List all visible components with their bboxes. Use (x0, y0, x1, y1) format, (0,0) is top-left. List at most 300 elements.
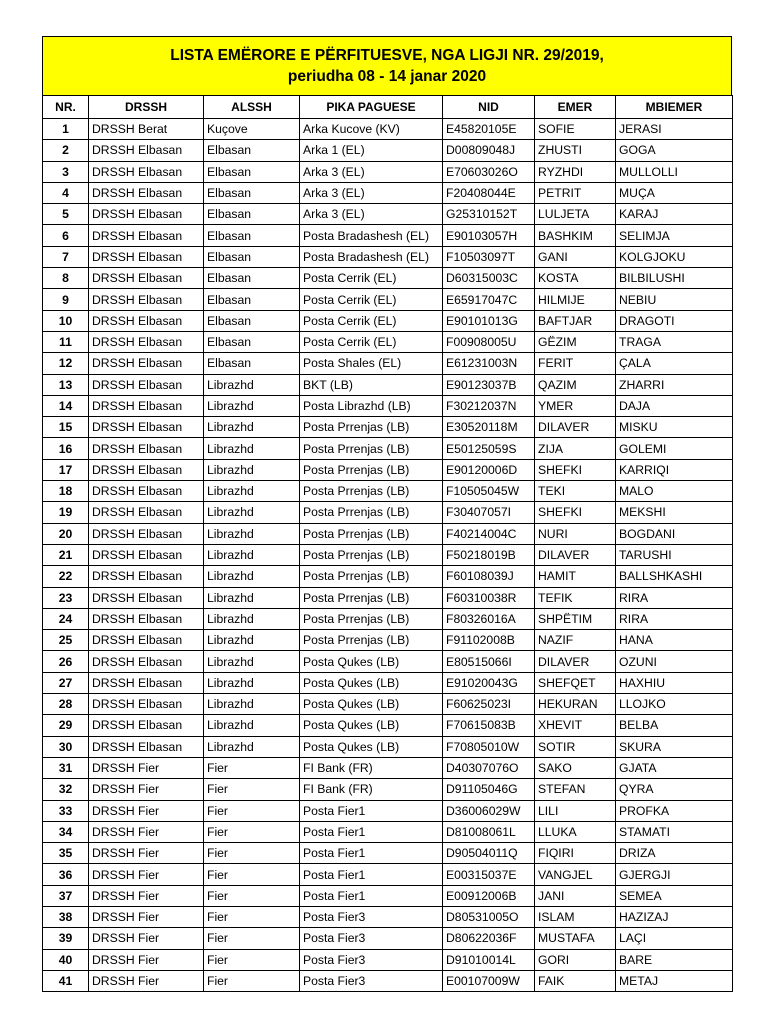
cell-pika-paguese: Posta Prrenjas (LB) (300, 608, 443, 629)
cell-nid: E91020043G (443, 672, 535, 693)
cell-nr: 6 (43, 225, 89, 246)
cell-mbiemer: BILBILUSHI (616, 268, 733, 289)
cell-nid: D91105046G (443, 779, 535, 800)
cell-nid: F70805010W (443, 736, 535, 757)
cell-nid: D81008061L (443, 821, 535, 842)
cell-pika-paguese: Posta Cerrik (EL) (300, 310, 443, 331)
cell-emer: ZHUSTI (535, 140, 616, 161)
cell-mbiemer: DRAGOTI (616, 310, 733, 331)
cell-alssh: Librazhd (204, 608, 300, 629)
cell-alssh: Elbasan (204, 204, 300, 225)
cell-mbiemer: OZUNI (616, 651, 733, 672)
cell-emer: BAFTJAR (535, 310, 616, 331)
cell-mbiemer: GOLEMI (616, 438, 733, 459)
cell-emer: SOFIE (535, 119, 616, 140)
cell-emer: QAZIM (535, 374, 616, 395)
cell-nr: 5 (43, 204, 89, 225)
cell-drssh: DRSSH Elbasan (89, 161, 204, 182)
cell-drssh: DRSSH Elbasan (89, 289, 204, 310)
cell-drssh: DRSSH Fier (89, 800, 204, 821)
cell-emer: GËZIM (535, 331, 616, 352)
cell-alssh: Fier (204, 843, 300, 864)
table-row (43, 417, 733, 438)
table-row (43, 182, 733, 203)
table-row (43, 459, 733, 480)
cell-alssh: Librazhd (204, 672, 300, 693)
cell-mbiemer: GJATA (616, 757, 733, 778)
cell-nid: D36006029W (443, 800, 535, 821)
table-row (43, 161, 733, 182)
cell-drssh: DRSSH Elbasan (89, 310, 204, 331)
cell-mbiemer: NEBIU (616, 289, 733, 310)
cell-drssh: DRSSH Fier (89, 970, 204, 991)
cell-emer: PETRIT (535, 182, 616, 203)
cell-emer: STEFAN (535, 779, 616, 800)
cell-emer: KOSTA (535, 268, 616, 289)
cell-emer: YMER (535, 395, 616, 416)
table-row (43, 843, 733, 864)
cell-mbiemer: HAXHIU (616, 672, 733, 693)
cell-pika-paguese: Posta Cerrik (EL) (300, 331, 443, 352)
cell-drssh: DRSSH Elbasan (89, 225, 204, 246)
cell-nr: 36 (43, 864, 89, 885)
cell-alssh: Librazhd (204, 438, 300, 459)
cell-emer: LLUKA (535, 821, 616, 842)
cell-nid: E90120006D (443, 459, 535, 480)
cell-alssh: Librazhd (204, 417, 300, 438)
cell-pika-paguese: FI Bank (FR) (300, 757, 443, 778)
cell-drssh: DRSSH Elbasan (89, 672, 204, 693)
cell-pika-paguese: Posta Prrenjas (LB) (300, 417, 443, 438)
cell-alssh: Fier (204, 821, 300, 842)
cell-nr: 31 (43, 757, 89, 778)
table-row (43, 928, 733, 949)
cell-alssh: Fier (204, 864, 300, 885)
cell-nr: 27 (43, 672, 89, 693)
cell-mbiemer: HAZIZAJ (616, 906, 733, 927)
cell-drssh: DRSSH Elbasan (89, 417, 204, 438)
cell-drssh: DRSSH Elbasan (89, 246, 204, 267)
cell-drssh: DRSSH Elbasan (89, 331, 204, 352)
cell-pika-paguese: Posta Bradashesh (EL) (300, 225, 443, 246)
table-row (43, 949, 733, 970)
table-body (43, 119, 733, 992)
cell-nid: E50125059S (443, 438, 535, 459)
cell-pika-paguese: Posta Prrenjas (LB) (300, 630, 443, 651)
cell-nr: 22 (43, 566, 89, 587)
cell-alssh: Librazhd (204, 481, 300, 502)
table-row (43, 821, 733, 842)
cell-alssh: Librazhd (204, 651, 300, 672)
cell-nid: F10505045W (443, 481, 535, 502)
cell-mbiemer: DAJA (616, 395, 733, 416)
cell-pika-paguese: Posta Qukes (LB) (300, 694, 443, 715)
cell-mbiemer: RIRA (616, 608, 733, 629)
cell-nid: D80531005O (443, 906, 535, 927)
cell-nid: D91010014L (443, 949, 535, 970)
cell-pika-paguese: Arka 3 (EL) (300, 182, 443, 203)
cell-drssh: DRSSH Fier (89, 906, 204, 927)
table-row (43, 310, 733, 331)
cell-nr: 35 (43, 843, 89, 864)
cell-pika-paguese: Posta Fier3 (300, 928, 443, 949)
cell-mbiemer: JERASI (616, 119, 733, 140)
cell-pika-paguese: Arka 1 (EL) (300, 140, 443, 161)
cell-mbiemer: KOLGJOKU (616, 246, 733, 267)
cell-pika-paguese: Posta Fier1 (300, 821, 443, 842)
cell-drssh: DRSSH Fier (89, 821, 204, 842)
cell-emer: TEFIK (535, 587, 616, 608)
cell-alssh: Librazhd (204, 395, 300, 416)
cell-mbiemer: HANA (616, 630, 733, 651)
table-row (43, 736, 733, 757)
cell-nid: F91102008B (443, 630, 535, 651)
table-row (43, 140, 733, 161)
cell-mbiemer: MULLOLLI (616, 161, 733, 182)
cell-pika-paguese: FI Bank (FR) (300, 779, 443, 800)
cell-pika-paguese: Posta Prrenjas (LB) (300, 566, 443, 587)
cell-alssh: Elbasan (204, 225, 300, 246)
cell-nr: 7 (43, 246, 89, 267)
cell-mbiemer: LAÇI (616, 928, 733, 949)
cell-alssh: Fier (204, 949, 300, 970)
table-row (43, 246, 733, 267)
cell-pika-paguese: Posta Fier1 (300, 864, 443, 885)
cell-nr: 18 (43, 481, 89, 502)
table-row (43, 906, 733, 927)
column-header-nr: NR. (43, 96, 89, 119)
cell-drssh: DRSSH Fier (89, 757, 204, 778)
cell-alssh: Librazhd (204, 459, 300, 480)
table-row (43, 481, 733, 502)
cell-emer: RYZHDI (535, 161, 616, 182)
cell-nid: E00912006B (443, 885, 535, 906)
cell-drssh: DRSSH Fier (89, 949, 204, 970)
cell-mbiemer: MALO (616, 481, 733, 502)
cell-drssh: DRSSH Elbasan (89, 736, 204, 757)
table-row (43, 566, 733, 587)
cell-nid: F10503097T (443, 246, 535, 267)
table-row (43, 864, 733, 885)
cell-pika-paguese: Posta Shales (EL) (300, 353, 443, 374)
cell-drssh: DRSSH Fier (89, 843, 204, 864)
cell-emer: SHEFKI (535, 502, 616, 523)
cell-mbiemer: BARE (616, 949, 733, 970)
cell-mbiemer: STAMATI (616, 821, 733, 842)
cell-mbiemer: KARAJ (616, 204, 733, 225)
cell-mbiemer: ÇALA (616, 353, 733, 374)
cell-nid: D40307076O (443, 757, 535, 778)
cell-pika-paguese: Posta Cerrik (EL) (300, 268, 443, 289)
cell-alssh: Librazhd (204, 694, 300, 715)
cell-emer: LILI (535, 800, 616, 821)
cell-alssh: Fier (204, 757, 300, 778)
cell-pika-paguese: Posta Prrenjas (LB) (300, 523, 443, 544)
cell-emer: NURI (535, 523, 616, 544)
cell-nr: 10 (43, 310, 89, 331)
cell-mbiemer: QYRA (616, 779, 733, 800)
table-row (43, 800, 733, 821)
cell-pika-paguese: Arka 3 (EL) (300, 204, 443, 225)
table-row (43, 331, 733, 352)
cell-nr: 20 (43, 523, 89, 544)
cell-emer: TEKI (535, 481, 616, 502)
cell-drssh: DRSSH Berat (89, 119, 204, 140)
cell-nr: 33 (43, 800, 89, 821)
cell-nid: F20408044E (443, 182, 535, 203)
table-row (43, 502, 733, 523)
cell-emer: DILAVER (535, 417, 616, 438)
cell-emer: HEKURAN (535, 694, 616, 715)
cell-emer: HILMIJE (535, 289, 616, 310)
cell-nr: 30 (43, 736, 89, 757)
cell-drssh: DRSSH Elbasan (89, 353, 204, 374)
cell-emer: MUSTAFA (535, 928, 616, 949)
table-row (43, 544, 733, 565)
cell-nr: 17 (43, 459, 89, 480)
cell-alssh: Elbasan (204, 182, 300, 203)
cell-nr: 8 (43, 268, 89, 289)
cell-drssh: DRSSH Elbasan (89, 608, 204, 629)
cell-pika-paguese: Posta Prrenjas (LB) (300, 481, 443, 502)
table-row (43, 225, 733, 246)
cell-pika-paguese: Posta Bradashesh (EL) (300, 246, 443, 267)
cell-nid: F40214004C (443, 523, 535, 544)
cell-nr: 2 (43, 140, 89, 161)
cell-nr: 23 (43, 587, 89, 608)
cell-drssh: DRSSH Elbasan (89, 715, 204, 736)
cell-pika-paguese: Posta Qukes (LB) (300, 651, 443, 672)
cell-nid: F70615083B (443, 715, 535, 736)
cell-emer: GORI (535, 949, 616, 970)
cell-nid: F00908005U (443, 331, 535, 352)
cell-nr: 21 (43, 544, 89, 565)
cell-drssh: DRSSH Elbasan (89, 374, 204, 395)
cell-drssh: DRSSH Elbasan (89, 140, 204, 161)
table-row (43, 204, 733, 225)
cell-drssh: DRSSH Elbasan (89, 481, 204, 502)
cell-emer: VANGJEL (535, 864, 616, 885)
cell-pika-paguese: Arka 3 (EL) (300, 161, 443, 182)
cell-nid: E30520118M (443, 417, 535, 438)
cell-nr: 28 (43, 694, 89, 715)
cell-nr: 38 (43, 906, 89, 927)
cell-alssh: Elbasan (204, 310, 300, 331)
cell-mbiemer: SKURA (616, 736, 733, 757)
column-header-mbiemer: MBIEMER (616, 96, 733, 119)
cell-mbiemer: BELBA (616, 715, 733, 736)
cell-emer: SHPËTIM (535, 608, 616, 629)
table-row (43, 608, 733, 629)
column-header-emer: EMER (535, 96, 616, 119)
cell-nid: E45820105E (443, 119, 535, 140)
cell-pika-paguese: Arka Kucove (KV) (300, 119, 443, 140)
cell-emer: JANI (535, 885, 616, 906)
cell-nid: E90101013G (443, 310, 535, 331)
cell-nid: E70603026O (443, 161, 535, 182)
column-header-drssh: DRSSH (89, 96, 204, 119)
cell-drssh: DRSSH Elbasan (89, 651, 204, 672)
cell-nr: 13 (43, 374, 89, 395)
cell-emer: ISLAM (535, 906, 616, 927)
table-row (43, 779, 733, 800)
cell-mbiemer: METAJ (616, 970, 733, 991)
cell-nid: E80515066I (443, 651, 535, 672)
cell-nid: F60625023I (443, 694, 535, 715)
cell-mbiemer: LLOJKO (616, 694, 733, 715)
cell-emer: LULJETA (535, 204, 616, 225)
cell-mbiemer: SEMEA (616, 885, 733, 906)
cell-emer: NAZIF (535, 630, 616, 651)
cell-nr: 24 (43, 608, 89, 629)
table-row (43, 119, 733, 140)
cell-mbiemer: RIRA (616, 587, 733, 608)
cell-alssh: Librazhd (204, 502, 300, 523)
cell-nr: 29 (43, 715, 89, 736)
cell-alssh: Fier (204, 800, 300, 821)
cell-nid: E65917047C (443, 289, 535, 310)
cell-emer: FERIT (535, 353, 616, 374)
cell-nr: 4 (43, 182, 89, 203)
cell-nid: E61231003N (443, 353, 535, 374)
cell-pika-paguese: Posta Prrenjas (LB) (300, 438, 443, 459)
cell-emer: FIQIRI (535, 843, 616, 864)
cell-nr: 41 (43, 970, 89, 991)
cell-mbiemer: TARUSHI (616, 544, 733, 565)
cell-pika-paguese: Posta Fier3 (300, 970, 443, 991)
cell-mbiemer: GOGA (616, 140, 733, 161)
table-row (43, 694, 733, 715)
cell-drssh: DRSSH Fier (89, 779, 204, 800)
cell-nr: 25 (43, 630, 89, 651)
title-banner (42, 36, 732, 95)
cell-emer: SHEFQET (535, 672, 616, 693)
table-row (43, 587, 733, 608)
cell-pika-paguese: Posta Prrenjas (LB) (300, 459, 443, 480)
cell-pika-paguese: Posta Fier1 (300, 885, 443, 906)
document (42, 36, 732, 992)
cell-emer: HAMIT (535, 566, 616, 587)
cell-emer: XHEVIT (535, 715, 616, 736)
title-line-1: LISTA EMËRORE E PËRFITUESVE, NGA LIGJI NR. 29/2019, (170, 47, 604, 64)
cell-nid: E90103057H (443, 225, 535, 246)
cell-nid: F30407057I (443, 502, 535, 523)
cell-emer: SHEFKI (535, 459, 616, 480)
cell-drssh: DRSSH Elbasan (89, 459, 204, 480)
cell-alssh: Librazhd (204, 736, 300, 757)
cell-mbiemer: TRAGA (616, 331, 733, 352)
cell-alssh: Fier (204, 970, 300, 991)
cell-drssh: DRSSH Elbasan (89, 694, 204, 715)
cell-nid: E00107009W (443, 970, 535, 991)
cell-alssh: Fier (204, 885, 300, 906)
cell-mbiemer: BALLSHKASHI (616, 566, 733, 587)
cell-drssh: DRSSH Elbasan (89, 502, 204, 523)
cell-alssh: Elbasan (204, 353, 300, 374)
cell-nid: G25310152T (443, 204, 535, 225)
cell-nid: D90504011Q (443, 843, 535, 864)
cell-emer: DILAVER (535, 651, 616, 672)
cell-mbiemer: MISKU (616, 417, 733, 438)
title-line-2: periudha 08 - 14 janar 2020 (287, 68, 487, 85)
cell-pika-paguese: Posta Prrenjas (LB) (300, 502, 443, 523)
cell-nr: 11 (43, 331, 89, 352)
cell-alssh: Fier (204, 928, 300, 949)
column-header-alssh: ALSSH (204, 96, 300, 119)
cell-nid: F80326016A (443, 608, 535, 629)
table-row (43, 757, 733, 778)
table-row (43, 651, 733, 672)
cell-alssh: Elbasan (204, 246, 300, 267)
cell-pika-paguese: Posta Qukes (LB) (300, 715, 443, 736)
cell-drssh: DRSSH Elbasan (89, 204, 204, 225)
table-row (43, 715, 733, 736)
table-row (43, 395, 733, 416)
table-row (43, 630, 733, 651)
cell-mbiemer: MEKSHI (616, 502, 733, 523)
cell-mbiemer: SELIMJA (616, 225, 733, 246)
cell-nid: F50218019B (443, 544, 535, 565)
cell-drssh: DRSSH Elbasan (89, 544, 204, 565)
cell-drssh: DRSSH Fier (89, 885, 204, 906)
cell-pika-paguese: Posta Fier1 (300, 843, 443, 864)
cell-mbiemer: GJERGJI (616, 864, 733, 885)
cell-emer: ZIJA (535, 438, 616, 459)
beneficiaries-table (42, 95, 733, 992)
table-row (43, 268, 733, 289)
column-header-pika-paguese: PIKA PAGUESE (300, 96, 443, 119)
cell-alssh: Librazhd (204, 523, 300, 544)
cell-nid: D00809048J (443, 140, 535, 161)
cell-alssh: Librazhd (204, 715, 300, 736)
cell-alssh: Fier (204, 779, 300, 800)
cell-nr: 16 (43, 438, 89, 459)
cell-nid: D60315003C (443, 268, 535, 289)
cell-drssh: DRSSH Elbasan (89, 182, 204, 203)
table-row (43, 970, 733, 991)
cell-nid: E00315037E (443, 864, 535, 885)
table-row (43, 353, 733, 374)
cell-drssh: DRSSH Elbasan (89, 438, 204, 459)
cell-pika-paguese: BKT (LB) (300, 374, 443, 395)
cell-nr: 26 (43, 651, 89, 672)
table-row (43, 672, 733, 693)
cell-nid: F60108039J (443, 566, 535, 587)
cell-pika-paguese: Posta Fier3 (300, 949, 443, 970)
cell-emer: DILAVER (535, 544, 616, 565)
cell-nr: 3 (43, 161, 89, 182)
table-row (43, 289, 733, 310)
cell-nr: 14 (43, 395, 89, 416)
cell-nid: F60310038R (443, 587, 535, 608)
cell-emer: SAKO (535, 757, 616, 778)
cell-pika-paguese: Posta Fier3 (300, 906, 443, 927)
cell-pika-paguese: Posta Fier1 (300, 800, 443, 821)
cell-drssh: DRSSH Elbasan (89, 587, 204, 608)
cell-alssh: Librazhd (204, 587, 300, 608)
cell-emer: GANI (535, 246, 616, 267)
cell-alssh: Kuçove (204, 119, 300, 140)
cell-alssh: Fier (204, 906, 300, 927)
cell-emer: SOTIR (535, 736, 616, 757)
cell-pika-paguese: Posta Librazhd (LB) (300, 395, 443, 416)
cell-alssh: Librazhd (204, 544, 300, 565)
header-row (43, 96, 733, 119)
cell-mbiemer: DRIZA (616, 843, 733, 864)
cell-nr: 32 (43, 779, 89, 800)
cell-nr: 9 (43, 289, 89, 310)
table-row (43, 885, 733, 906)
